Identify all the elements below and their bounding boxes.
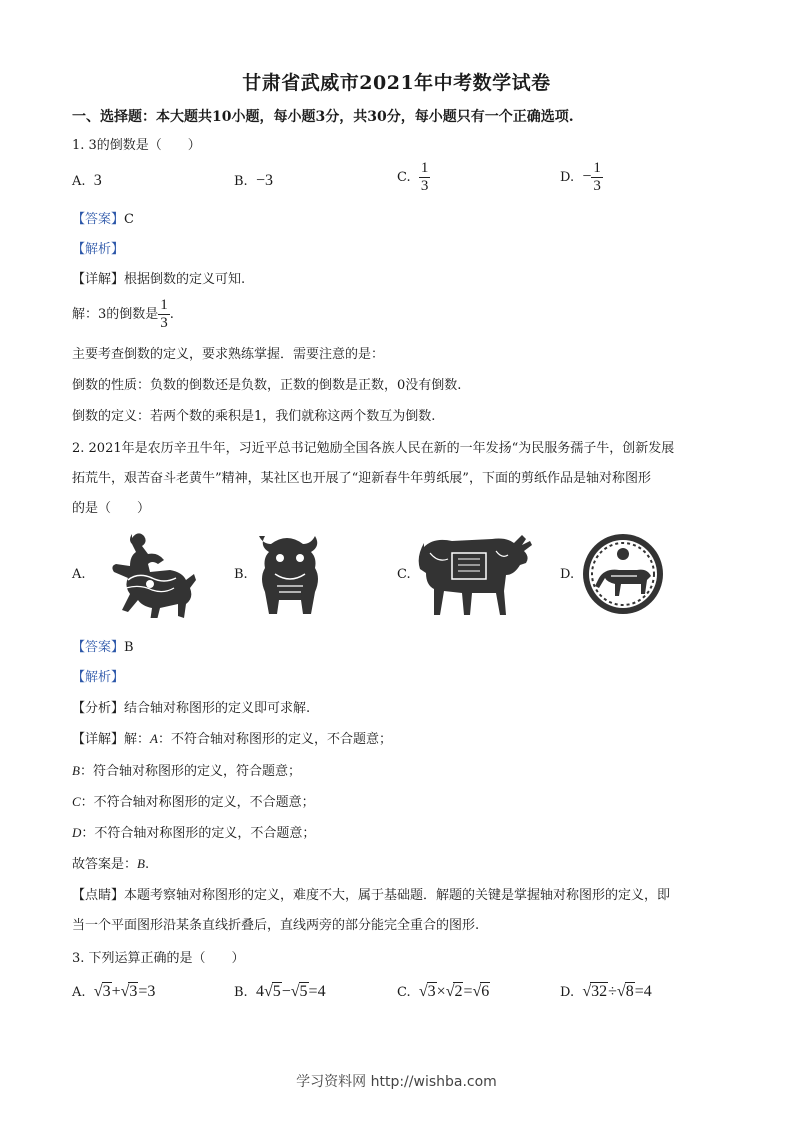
- q2-final-answer: 故答案是：B.: [72, 856, 150, 872]
- q2-detail-d: D：不符合轴对称图形的定义，不合题意；: [72, 825, 316, 841]
- q1-option-d: D. − $\frac{1}{3}$: [560, 160, 601, 194]
- q2-option-d-label: D.: [560, 567, 575, 582]
- q2-detail-b: B：符合轴对称图形的定义，符合题意；: [72, 763, 301, 779]
- q2-stem-1: 2. 2021年是农历辛丑牛年，习近平总书记勉励全国各族人民在新的一年发扬“为民服务孺子牛，创新发展: [72, 441, 675, 456]
- q2-stem-3: 的是（ ）: [72, 501, 151, 516]
- q1-detail: 【详解】根据倒数的定义可知.: [72, 272, 246, 287]
- section-heading: 一、选择题：本大题共10小题，每小题3分，共30分，每小题只有一个正确选项.: [72, 109, 574, 125]
- q2-detail-c: C：不符合轴对称图形的定义，不合题意；: [72, 794, 315, 810]
- ox-papercut-c-image: [418, 533, 540, 621]
- page-title: 甘肃省武威市2021年中考数学试卷: [242, 72, 551, 94]
- q2-option-a-label: A.: [72, 567, 86, 582]
- q2-fenxi: 【分析】结合轴对称图形的定义即可求解.: [72, 701, 311, 716]
- q1-solution: 解：3的倒数是 $\frac{1}{3}$ .: [72, 297, 174, 331]
- q2-comment-1: 【点睛】本题考察轴对称图形的定义，难度不大，属于基础题．解题的关键是掌握轴对称图形的定义，即: [72, 888, 671, 903]
- q1-stem: 1. 3的倒数是（ ）: [72, 138, 201, 153]
- ox-papercut-d-image: [581, 532, 665, 616]
- q3-option-b: B. 4√5−√5=4: [234, 983, 326, 1000]
- q2-answer: 【答案】B: [72, 640, 134, 655]
- q1-option-c: C. $\frac{1}{3}$: [397, 160, 429, 194]
- q1-note-3: 倒数的定义：若两个数的乘积是1，我们就称这两个数互为倒数.: [72, 409, 436, 424]
- q2-option-c-label: C.: [397, 567, 411, 582]
- q1-note-1: 主要考查倒数的定义，要求熟练掌握．需要注意的是：: [72, 347, 385, 362]
- q2-analysis-tag: 【解析】: [72, 670, 125, 685]
- q3-option-a: A. √3+√3=3: [72, 983, 156, 1000]
- ox-papercut-b-image: [255, 528, 325, 620]
- q3-stem: 3. 下列运算正确的是（ ）: [72, 951, 245, 966]
- q1-analysis-tag: 【解析】: [72, 242, 125, 257]
- q2-option-b-label: B.: [234, 567, 248, 582]
- q1-note-2: 倒数的性质：负数的倒数还是负数，正数的倒数是正数，0没有倒数.: [72, 378, 462, 393]
- q1-option-a: A. 3: [72, 172, 102, 189]
- ox-papercut-a-image: [92, 528, 198, 618]
- q1-option-b: B. −3: [234, 172, 273, 189]
- q2-comment-2: 当一个平面图形沿某条直线折叠后，直线两旁的部分能完全重合的图形.: [72, 918, 480, 933]
- q3-option-c: C. √3×√2=√6: [397, 983, 490, 1000]
- q1-answer: 【答案】C: [72, 212, 134, 227]
- q2-stem-2: 拓荒牛，艰苦奋斗老黄牛”精神，某社区也开展了“迎新春牛年剪纸展”，下面的剪纸作品是轴对称图形: [72, 471, 651, 486]
- footer-watermark: 学习资料网 http://wishba.com: [296, 1074, 497, 1090]
- q3-option-d: D. √32÷√8=4: [560, 983, 652, 1000]
- q2-detail-a: 【详解】解：A：不符合轴对称图形的定义，不合题意；: [72, 731, 392, 747]
